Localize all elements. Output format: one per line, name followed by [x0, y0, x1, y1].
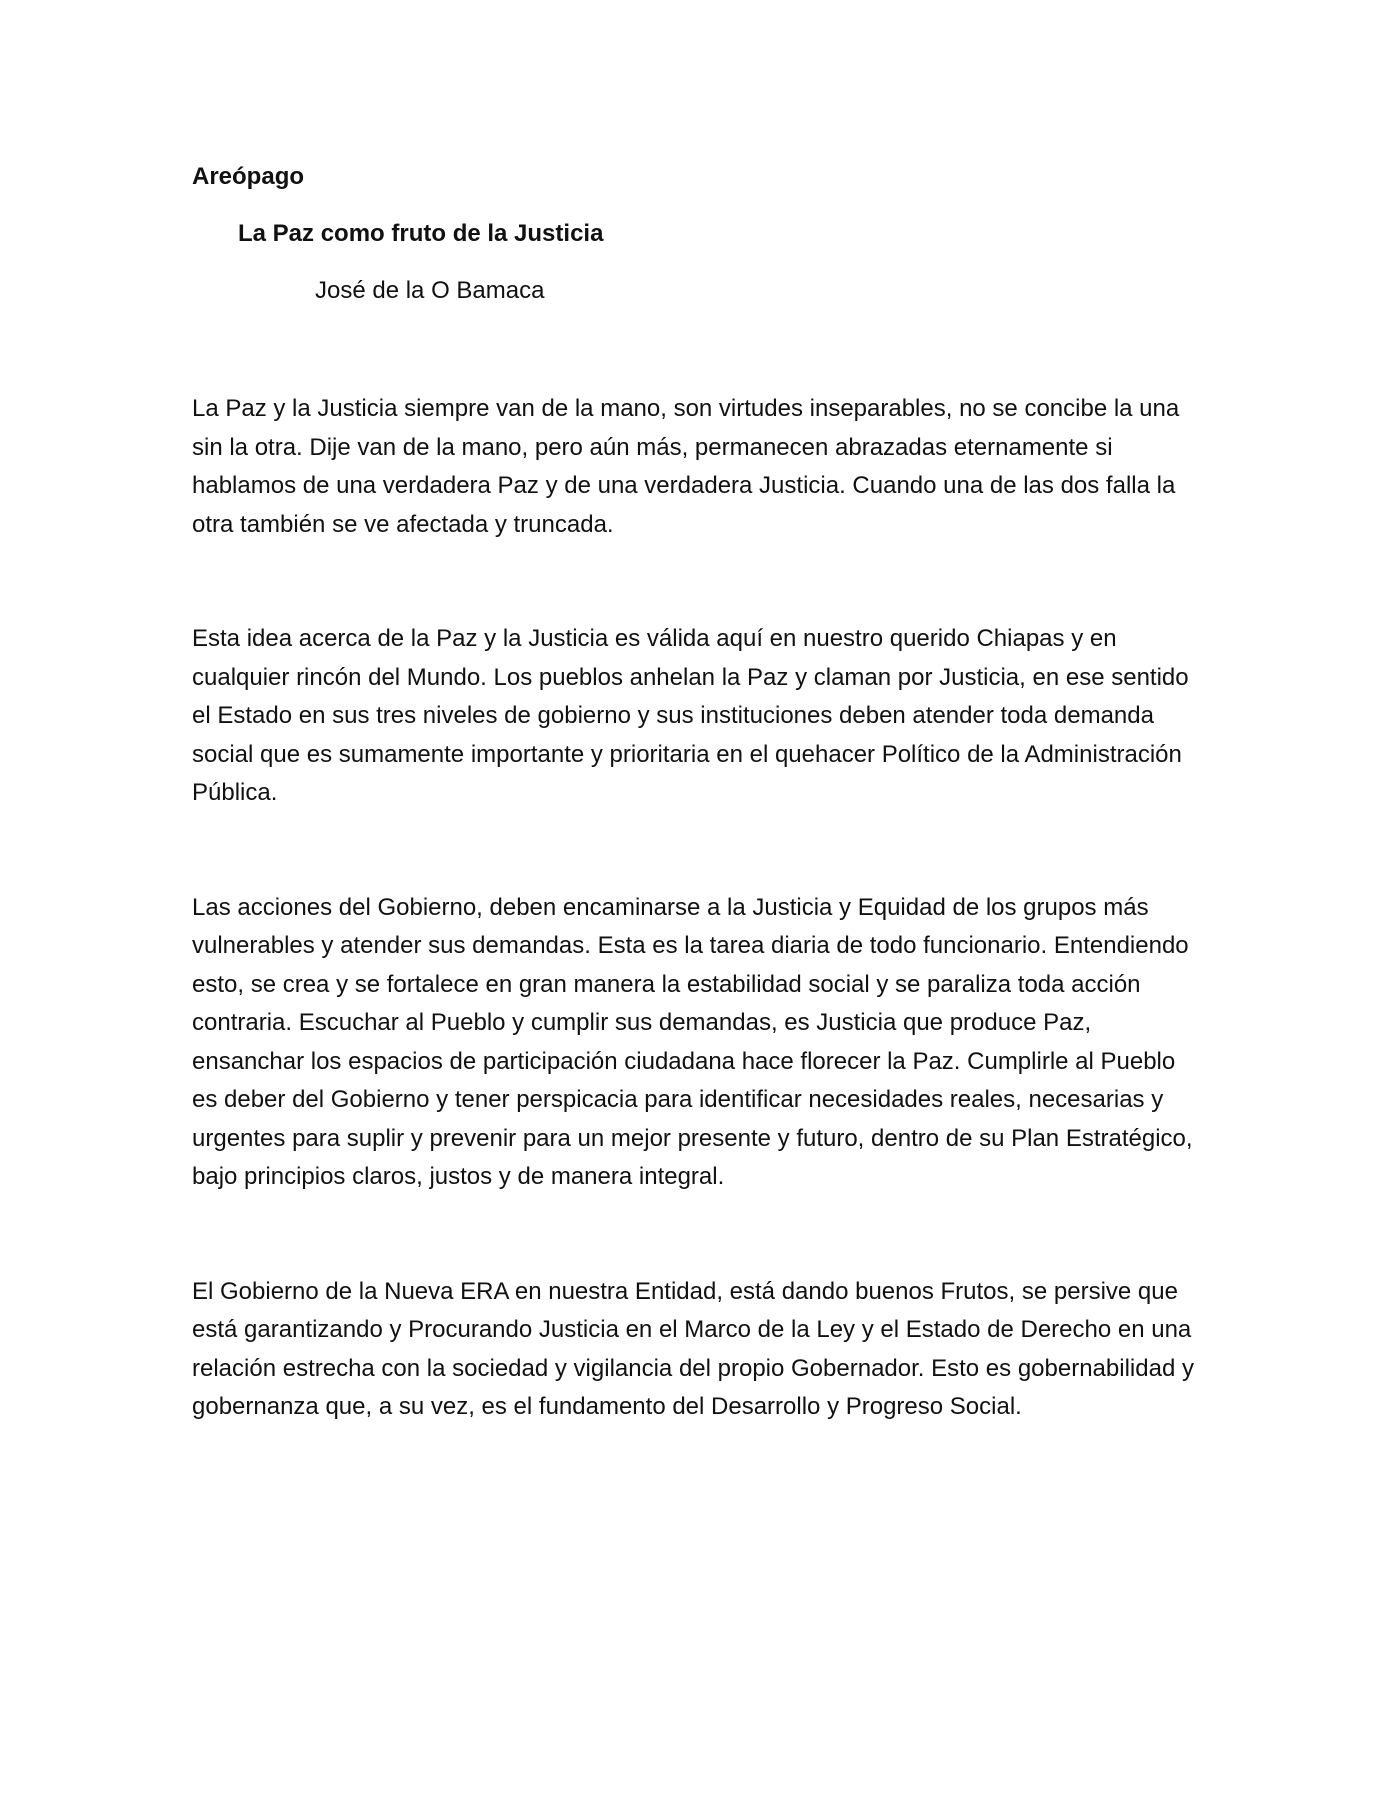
article-title: La Paz como fruto de la Justicia	[238, 220, 604, 247]
paragraph: El Gobierno de la Nueva ERA en nuestra Entidad, está dando buenos Frutos, se persive que está garantizando y Procurando Justicia en el Marco de la Ley y el Estado de Derecho en una relación estrecha con la sociedad y vigilancia del propio Gobernador. Esto es gobernabilidad y gobernanza que, a su vez, es el fundamento del Desarrollo y Progreso Social.	[192, 1277, 1194, 1420]
section-label: Areópago	[192, 163, 305, 190]
paragraph: Las acciones del Gobierno, deben encaminarse a la Justicia y Equidad de los grupos más vulnerables y atender sus demandas. Esta es la tarea diaria de todo funcionario. Entendiendo esto, se crea y se fortalece en gran manera la estabilidad social y se paraliza toda acción contraria. Escuchar al Pueblo y cumplir sus demandas, es Justicia que produce Paz, ensanchar los espacios de participación ciudadana hace florecer la Paz. Cumplirle al Pueblo es deber del Gobierno y tener perspicacia para identificar necesidades reales, necesarias y urgentes para suplir y prevenir para un mejor presente y futuro, dentro de su Plan Estratégico, bajo principios claros, justos y de manera integral.	[192, 893, 1193, 1190]
paragraph: Esta idea acerca de la Paz y la Justicia es válida aquí en nuestro querido Chiapas y en cualquier rincón del Mundo. Los pueblos anhelan la Paz y claman por Justicia, en ese sentido el Estado en sus tres niveles de gobierno y sus instituciones deben atender toda demanda social que es sumamente importante y prioritaria en el quehacer Político de la Administración Pública.	[192, 625, 1189, 806]
author-name: José de la O Bamaca	[315, 277, 545, 304]
paragraph: La Paz y la Justicia siempre van de la mano, son virtudes inseparables, no se concibe la una sin la otra. Dije van de la mano, pero aún más, permanecen abrazadas eternamente si hablamos de una verdadera Paz y de una verdadera Justicia. Cuando una de las dos falla la otra también se ve afectada y truncada.	[192, 395, 1180, 538]
article-body	[192, 390, 1202, 1503]
